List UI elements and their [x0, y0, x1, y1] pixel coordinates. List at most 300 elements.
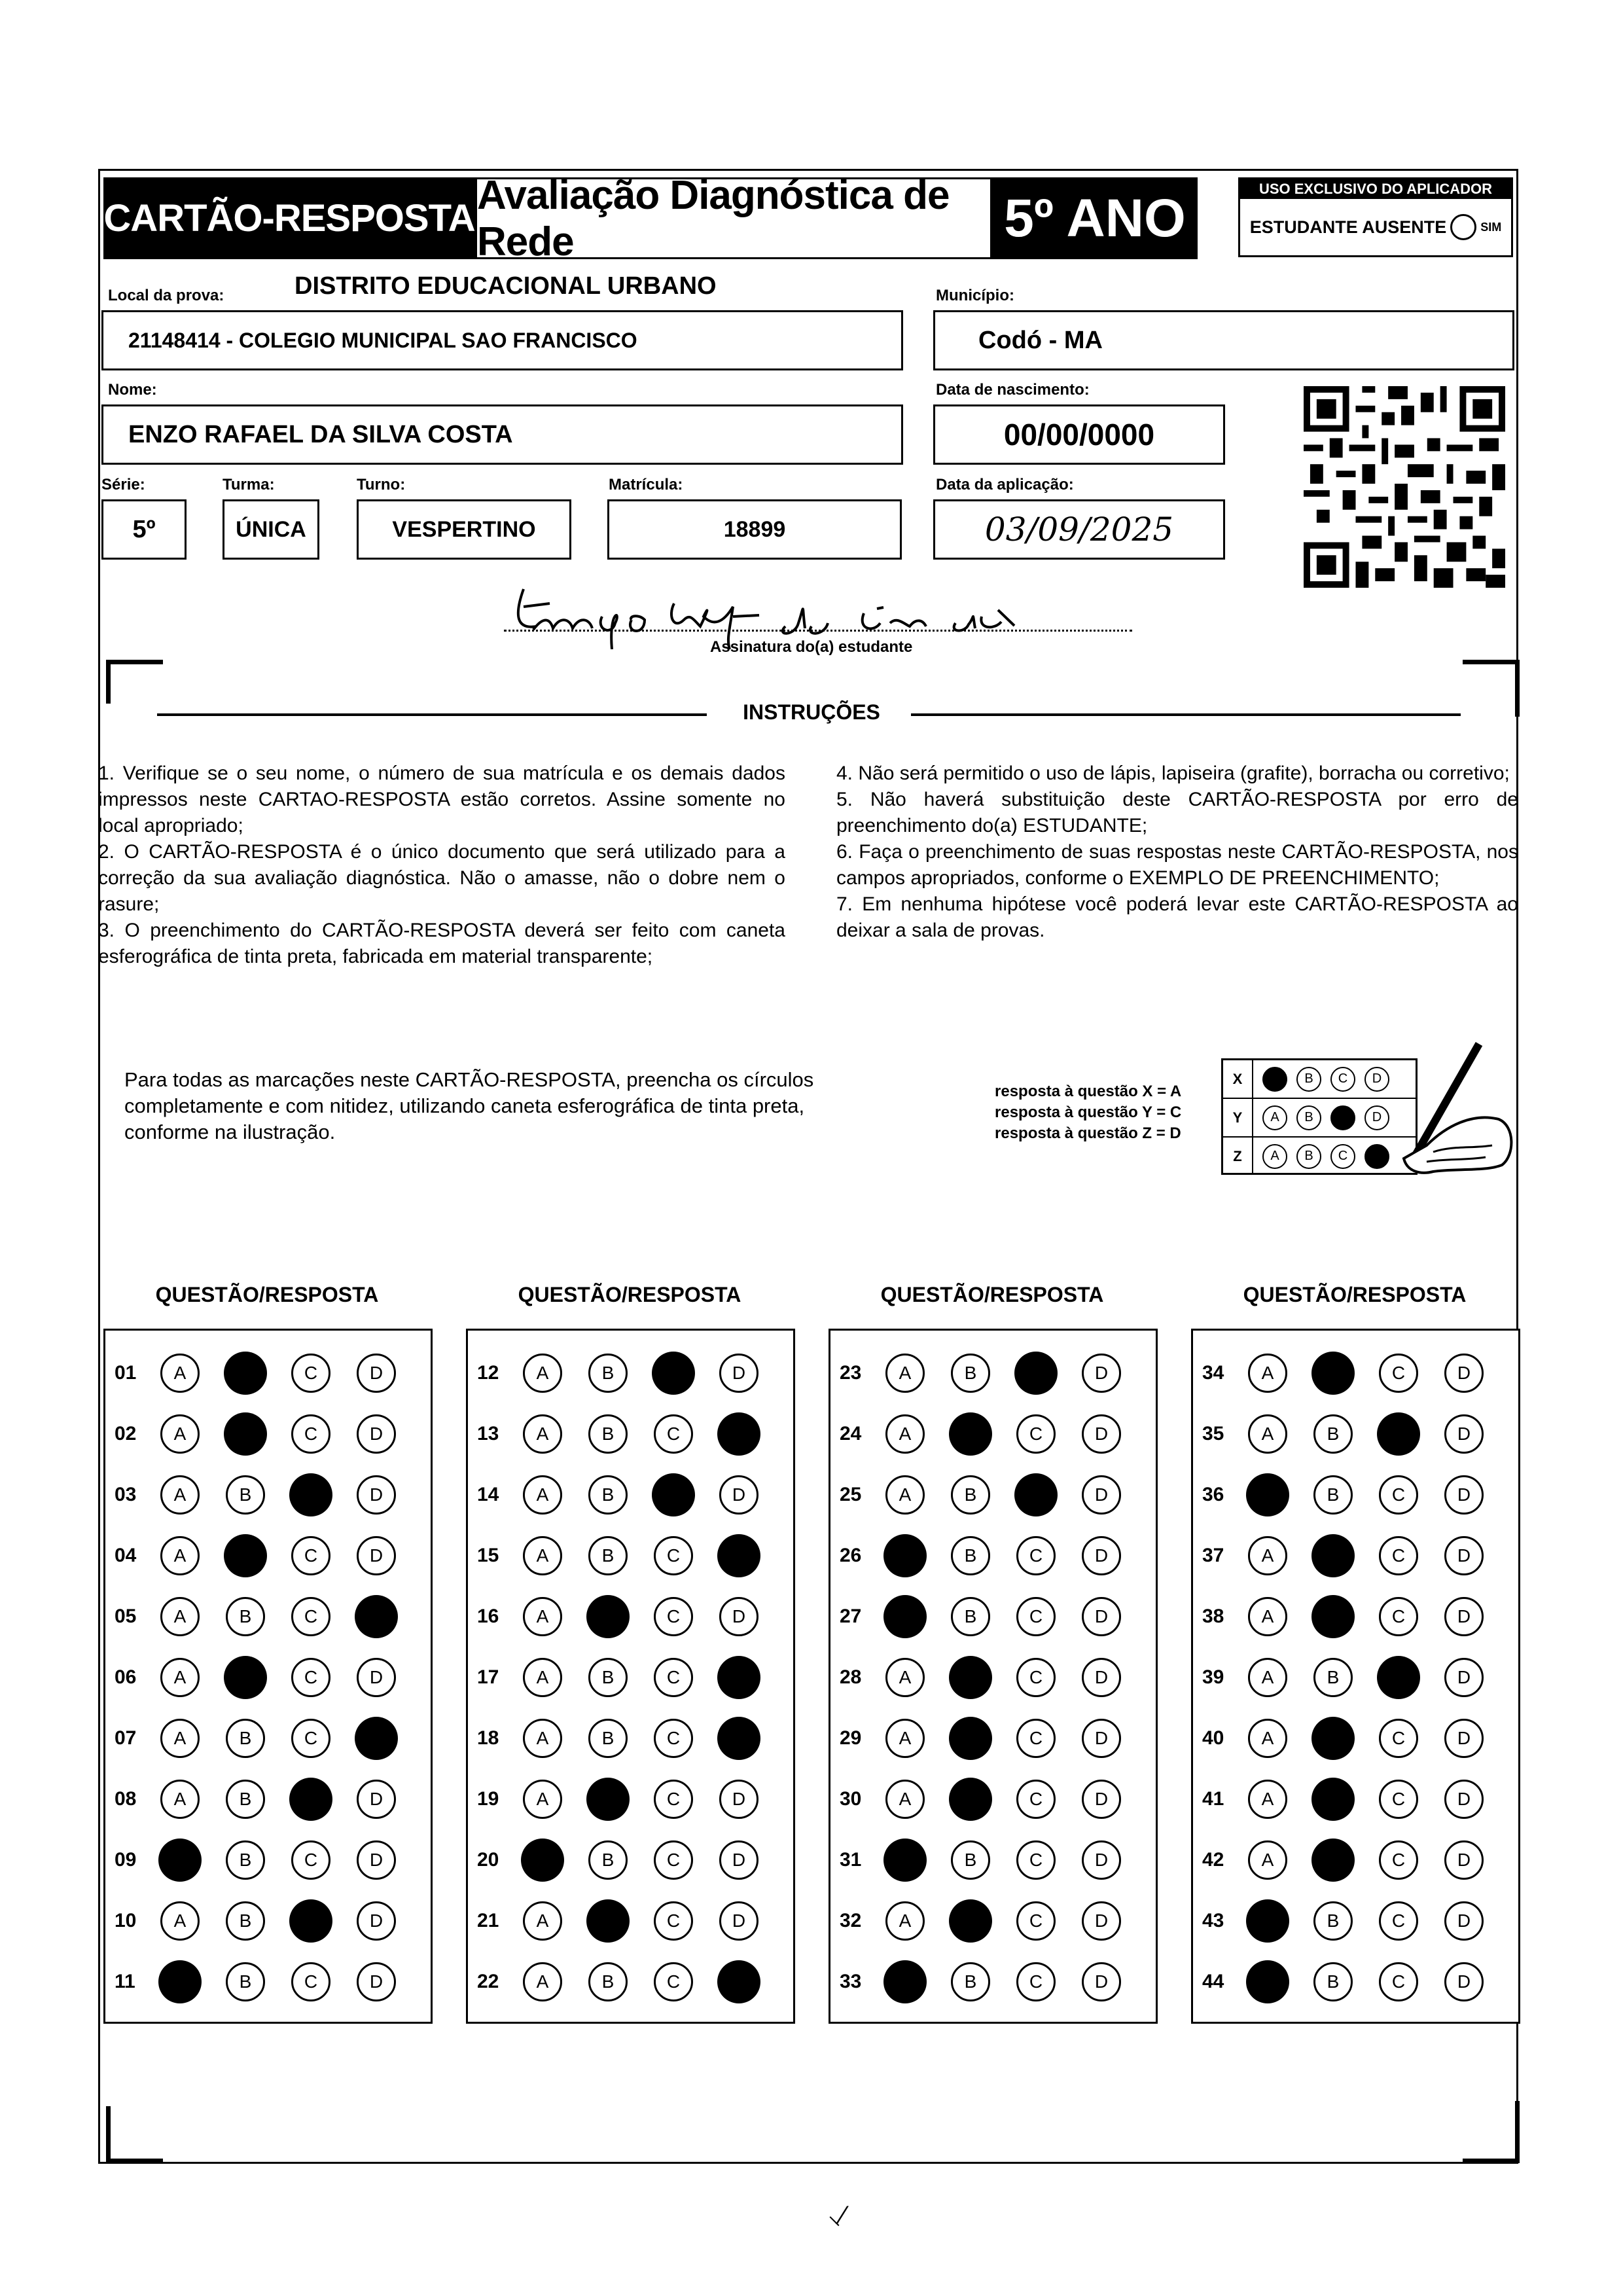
question-number: 01 [115, 1362, 137, 1384]
answer-bubble-marked[interactable]: B [1311, 1839, 1355, 1882]
applicator-box [1238, 177, 1513, 257]
turno-field: VESPERTINO [357, 499, 571, 560]
answer-bubble[interactable]: A [160, 1719, 200, 1758]
example-bubble: D [1364, 1144, 1389, 1169]
answer-bubble[interactable]: A [160, 1597, 200, 1636]
instruction-6: 6. Faça o preenchimento de suas respostas neste CARTÃO-RESPOSTA, nos campos apropriados, conforme o EXEMPLO DE PREENCHIMENTO; [836, 841, 1518, 889]
absent-row [1240, 199, 1511, 255]
answer-bubble-marked[interactable]: A [883, 1595, 927, 1638]
nome-field: ENZO RAFAEL DA SILVA COSTA [101, 404, 903, 465]
nascimento-label: Data de nascimento: [936, 381, 1090, 399]
answer-bubble[interactable]: C [1379, 1354, 1418, 1393]
answer-bubble[interactable]: C [1379, 1840, 1418, 1880]
answer-bubble[interactable]: D [1082, 1962, 1121, 2001]
answer-bubble-marked[interactable]: C [289, 1778, 332, 1821]
question-row [830, 1651, 1156, 1704]
answer-bubble[interactable]: C [654, 1962, 693, 2001]
answer-bubble[interactable]: A [1248, 1536, 1287, 1575]
answer-bubble[interactable]: B [951, 1354, 990, 1393]
answer-bubble-marked[interactable]: B [224, 1352, 267, 1395]
nascimento-field: 00/00/0000 [933, 404, 1225, 465]
answer-bubble[interactable]: B [588, 1536, 628, 1575]
answer-bubble-marked[interactable]: C [289, 1899, 332, 1943]
question-row [468, 1712, 793, 1765]
answer-bubble-marked[interactable]: B [1311, 1352, 1355, 1395]
question-number: 23 [840, 1362, 862, 1384]
answer-bubble[interactable]: D [1082, 1658, 1121, 1697]
answer-bubble-marked[interactable]: B [586, 1778, 630, 1821]
column-title: QUESTÃO/RESPOSTA [518, 1283, 741, 1306]
answer-bubble[interactable]: C [291, 1658, 330, 1697]
absent-label: ESTUDANTE AUSENTE [1249, 217, 1447, 237]
turno-label: Turno: [357, 476, 406, 493]
answer-bubble[interactable]: B [588, 1962, 628, 2001]
example-bubble: B [1296, 1067, 1321, 1092]
answer-bubble[interactable]: D [1444, 1719, 1484, 1758]
question-number: 19 [477, 1788, 499, 1810]
answer-bubble[interactable]: B [226, 1597, 265, 1636]
answer-bubble-marked[interactable]: B [949, 1899, 992, 1943]
answer-bubble-marked[interactable]: A [883, 1960, 927, 2003]
question-row [468, 1895, 793, 1947]
corner-mark-tl [106, 660, 163, 704]
answer-bubble[interactable]: B [951, 1536, 990, 1575]
answer-bubble[interactable]: A [885, 1414, 925, 1454]
example-bubble: C [1330, 1144, 1355, 1169]
answer-bubble[interactable]: D [1444, 1840, 1484, 1880]
question-number: 37 [1202, 1545, 1224, 1566]
answer-bubble[interactable]: B [588, 1658, 628, 1697]
answer-bubble[interactable]: D [1082, 1780, 1121, 1819]
question-row [1193, 1590, 1518, 1643]
instruction-3: 3. O preenchimento do CARTÃO-RESPOSTA deverá ser feito com caneta esferográfica de tinta preta, fabricada em material transparente; [98, 920, 785, 967]
answer-bubble[interactable]: B [1313, 1475, 1353, 1515]
answer-bubble-marked[interactable]: D [355, 1595, 398, 1638]
answer-bubble[interactable]: C [291, 1414, 330, 1454]
answer-bubble[interactable]: C [654, 1840, 693, 1880]
answer-bubble[interactable]: C [654, 1597, 693, 1636]
answer-bubble-marked[interactable]: D [717, 1717, 760, 1760]
answer-bubble[interactable]: A [885, 1719, 925, 1758]
example-bubble: B [1296, 1144, 1321, 1169]
answer-bubble-marked[interactable]: D [717, 1656, 760, 1699]
question-row [830, 1469, 1156, 1521]
example-key: Z [1223, 1138, 1253, 1175]
answer-bubble-marked[interactable]: B [586, 1899, 630, 1943]
question-row [468, 1408, 793, 1460]
question-row [830, 1956, 1156, 2008]
example-bubble: D [1364, 1105, 1389, 1130]
answer-bubble-marked[interactable]: B [1311, 1534, 1355, 1577]
answer-bubble[interactable]: D [1082, 1475, 1121, 1515]
instruction-2: 2. O CARTÃO-RESPOSTA é o único documento que será utilizado para a correção da sua avaliação diagnóstica. Não o amasse, não o dobre nem o rasure; [98, 841, 785, 915]
answer-bubble[interactable]: B [226, 1780, 265, 1819]
answer-bubble[interactable]: A [523, 1354, 562, 1393]
answer-bubble[interactable]: D [357, 1354, 396, 1393]
example-bubble: D [1364, 1067, 1389, 1092]
answer-bubble[interactable]: C [1379, 1597, 1418, 1636]
answer-bubble[interactable]: B [226, 1475, 265, 1515]
question-number: 31 [840, 1849, 862, 1871]
question-number: 02 [115, 1423, 137, 1444]
answer-bubble[interactable]: C [1016, 1719, 1056, 1758]
answer-bubble-marked[interactable]: C [652, 1473, 695, 1516]
answer-bubble[interactable]: D [719, 1597, 758, 1636]
answer-bubble[interactable]: C [1016, 1597, 1056, 1636]
question-number: 03 [115, 1484, 137, 1505]
question-row [468, 1347, 793, 1399]
answer-bubble[interactable]: C [1016, 1658, 1056, 1697]
question-row [1193, 1712, 1518, 1765]
answer-bubble[interactable]: D [1444, 1658, 1484, 1697]
answer-bubble[interactable]: C [1016, 1414, 1056, 1454]
answer-bubble[interactable]: A [1248, 1597, 1287, 1636]
answer-bubble[interactable]: D [1082, 1536, 1121, 1575]
question-row [830, 1834, 1156, 1886]
answer-bubble[interactable]: C [291, 1536, 330, 1575]
answer-bubble[interactable]: A [1248, 1658, 1287, 1697]
answer-bubble-marked[interactable]: B [949, 1656, 992, 1699]
answer-bubble-marked[interactable]: B [949, 1717, 992, 1760]
question-row [830, 1895, 1156, 1947]
answer-bubble[interactable]: B [1313, 1962, 1353, 2001]
answer-bubble[interactable]: A [1248, 1354, 1287, 1393]
question-row [105, 1895, 431, 1947]
question-row [468, 1773, 793, 1825]
answer-bubble[interactable]: A [160, 1658, 200, 1697]
nome-label: Nome: [108, 381, 157, 399]
answer-bubble[interactable]: D [1082, 1719, 1121, 1758]
instruction-5: 5. Não haverá substituição deste CARTÃO-RESPOSTA por erro de preenchimento do(a) ESTUDANTE; [836, 789, 1518, 836]
question-number: 44 [1202, 1971, 1224, 1992]
answer-bubble[interactable]: A [160, 1901, 200, 1941]
instruction-1: 1. Verifique se o seu nome, o número de sua matrícula e os demais dados impressos neste CARTAO-RESPOSTA estão corretos. Assine somente no local apropriado; [98, 762, 785, 836]
question-row [1193, 1347, 1518, 1399]
answer-bubble[interactable]: D [357, 1658, 396, 1697]
answer-bubble[interactable]: D [719, 1840, 758, 1880]
absent-bubble[interactable] [1450, 214, 1476, 240]
answer-bubble[interactable]: A [523, 1414, 562, 1454]
question-number: 27 [840, 1605, 862, 1627]
question-number: 28 [840, 1666, 862, 1688]
answer-bubble-marked[interactable]: B [949, 1778, 992, 1821]
answer-bubble-marked[interactable]: C [1377, 1412, 1420, 1456]
answer-bubble[interactable]: C [1016, 1962, 1056, 2001]
answer-bubble[interactable]: A [523, 1901, 562, 1941]
card-title: CARTÃO-RESPOSTA [103, 177, 475, 259]
serie-label: Série: [101, 476, 145, 493]
answer-bubble-marked[interactable]: A [1246, 1960, 1289, 2003]
question-number: 08 [115, 1788, 137, 1810]
question-number: 42 [1202, 1849, 1224, 1871]
corner-mark-bl [106, 2106, 163, 2163]
answer-bubble-marked[interactable]: C [1377, 1656, 1420, 1699]
answer-bubble[interactable]: D [357, 1475, 396, 1515]
answer-column [466, 1329, 795, 2024]
question-row [830, 1712, 1156, 1765]
instructions-title: INSTRUÇÕES [743, 700, 880, 724]
column-title: QUESTÃO/RESPOSTA [155, 1283, 379, 1306]
answer-bubble[interactable]: D [357, 1840, 396, 1880]
example-bubble: A [1262, 1144, 1287, 1169]
question-row [1193, 1408, 1518, 1460]
question-row [105, 1530, 431, 1582]
answer-bubble-marked[interactable]: C [1014, 1473, 1058, 1516]
answer-bubble-marked[interactable]: D [355, 1717, 398, 1760]
answer-bubble[interactable]: B [588, 1719, 628, 1758]
question-number: 09 [115, 1849, 137, 1871]
answer-bubble-marked[interactable]: B [224, 1656, 267, 1699]
instructions-rule-right [911, 713, 1461, 716]
answer-bubble[interactable]: B [951, 1597, 990, 1636]
answer-column [829, 1329, 1158, 2024]
answer-bubble[interactable]: A [1248, 1780, 1287, 1819]
answer-bubble[interactable]: D [1444, 1597, 1484, 1636]
answer-bubble-marked[interactable]: B [224, 1412, 267, 1456]
instructions-left [98, 761, 785, 970]
answer-bubble[interactable]: C [291, 1354, 330, 1393]
answer-bubble[interactable]: A [160, 1414, 200, 1454]
answer-bubble[interactable]: B [951, 1962, 990, 2001]
answer-bubble-marked[interactable]: C [289, 1473, 332, 1516]
answer-bubble-marked[interactable]: B [224, 1534, 267, 1577]
answer-bubble[interactable]: D [357, 1780, 396, 1819]
answer-bubble[interactable]: A [523, 1719, 562, 1758]
question-number: 26 [840, 1545, 862, 1566]
example-bubble: A [1262, 1067, 1287, 1092]
answer-bubble[interactable]: A [160, 1780, 200, 1819]
school-field: 21148414 - COLEGIO MUNICIPAL SAO FRANCISCO [101, 310, 903, 370]
answer-bubble-marked[interactable]: C [1014, 1352, 1058, 1395]
answer-bubble[interactable]: B [226, 1901, 265, 1941]
answer-bubble[interactable]: C [1016, 1901, 1056, 1941]
answer-bubble[interactable]: D [1082, 1354, 1121, 1393]
question-row [105, 1651, 431, 1704]
answer-bubble[interactable]: D [1082, 1901, 1121, 1941]
question-row [105, 1712, 431, 1765]
answer-bubble[interactable]: C [654, 1536, 693, 1575]
local-label: Local da prova: [108, 287, 224, 304]
answer-bubble-marked[interactable]: A [1246, 1899, 1289, 1943]
answer-bubble[interactable]: C [1379, 1719, 1418, 1758]
question-number: 40 [1202, 1727, 1224, 1749]
answer-bubble[interactable]: C [654, 1658, 693, 1697]
signature-label: Assinatura do(a) estudante [710, 638, 913, 656]
answer-bubble[interactable]: A [523, 1962, 562, 2001]
answer-bubble-marked[interactable]: A [883, 1534, 927, 1577]
answer-bubble[interactable]: B [951, 1475, 990, 1515]
answer-bubble[interactable]: B [588, 1354, 628, 1393]
example-key: X [1223, 1060, 1253, 1098]
answer-bubble-marked[interactable]: B [949, 1412, 992, 1456]
question-row [105, 1773, 431, 1825]
example-line-z: resposta à questão Z = D [995, 1124, 1181, 1142]
answer-bubble-marked[interactable]: C [652, 1352, 695, 1395]
example-row [1223, 1099, 1416, 1138]
example-row [1223, 1060, 1416, 1099]
answer-bubble-marked[interactable]: B [1311, 1778, 1355, 1821]
answer-bubble[interactable]: B [226, 1962, 265, 2001]
question-number: 17 [477, 1666, 499, 1688]
answer-bubble[interactable]: A [160, 1354, 200, 1393]
answer-bubble[interactable]: D [719, 1901, 758, 1941]
answer-bubble[interactable]: A [160, 1475, 200, 1515]
answer-bubble[interactable]: B [588, 1475, 628, 1515]
answer-bubble[interactable]: A [160, 1536, 200, 1575]
answer-bubble[interactable]: D [1082, 1840, 1121, 1880]
question-number: 16 [477, 1605, 499, 1627]
question-number: 29 [840, 1727, 862, 1749]
answer-bubble-marked[interactable]: A [158, 1839, 202, 1882]
grade-badge: 5º ANO [992, 177, 1198, 259]
applicator-label: USO EXCLUSIVO DO APLICADOR [1240, 179, 1511, 199]
answer-bubble[interactable]: A [885, 1901, 925, 1941]
answer-bubble[interactable]: A [523, 1658, 562, 1697]
answer-bubble[interactable]: D [1082, 1414, 1121, 1454]
answer-bubble-marked[interactable]: A [521, 1839, 564, 1882]
answer-bubble[interactable]: A [1248, 1719, 1287, 1758]
example-legend [995, 1081, 1211, 1144]
answer-bubble[interactable]: A [523, 1597, 562, 1636]
answer-bubble[interactable]: C [291, 1962, 330, 2001]
column-title: QUESTÃO/RESPOSTA [1243, 1283, 1467, 1306]
question-number: 35 [1202, 1423, 1224, 1444]
question-number: 25 [840, 1484, 862, 1505]
aplicacao-label: Data da aplicação: [936, 476, 1074, 493]
answer-bubble[interactable]: A [523, 1536, 562, 1575]
answer-bubble-marked[interactable]: B [1311, 1717, 1355, 1760]
serie-field: 5º [101, 499, 187, 560]
question-number: 04 [115, 1545, 137, 1566]
answer-bubble-marked[interactable]: A [1246, 1473, 1289, 1516]
answer-bubble[interactable]: A [523, 1780, 562, 1819]
question-number: 07 [115, 1727, 137, 1749]
example-bubble: C [1330, 1067, 1355, 1092]
answer-bubble[interactable]: C [654, 1414, 693, 1454]
answer-bubble[interactable]: C [654, 1719, 693, 1758]
question-row [830, 1347, 1156, 1399]
answer-bubble[interactable]: D [1444, 1414, 1484, 1454]
question-row [468, 1469, 793, 1521]
answer-bubble[interactable]: C [1379, 1780, 1418, 1819]
answer-bubble[interactable]: A [885, 1354, 925, 1393]
question-number: 38 [1202, 1605, 1224, 1627]
answer-bubble[interactable]: B [588, 1840, 628, 1880]
question-number: 30 [840, 1788, 862, 1810]
instructions-right [836, 761, 1518, 944]
answer-bubble[interactable]: A [885, 1475, 925, 1515]
question-row [468, 1530, 793, 1582]
answer-bubble[interactable]: D [1444, 1354, 1484, 1393]
answer-bubble[interactable]: D [1082, 1597, 1121, 1636]
question-row [105, 1347, 431, 1399]
answer-bubble[interactable]: D [1444, 1475, 1484, 1515]
answer-bubble[interactable]: C [291, 1597, 330, 1636]
answer-bubble-marked[interactable]: D [717, 1412, 760, 1456]
answer-bubble[interactable]: C [1016, 1840, 1056, 1880]
answer-bubble[interactable]: C [1379, 1901, 1418, 1941]
answer-bubble[interactable]: C [1016, 1536, 1056, 1575]
answer-bubble[interactable]: D [357, 1536, 396, 1575]
question-number: 10 [115, 1910, 137, 1931]
answer-bubble[interactable]: C [291, 1840, 330, 1880]
answer-bubble[interactable]: D [357, 1414, 396, 1454]
question-row [105, 1834, 431, 1886]
question-number: 33 [840, 1971, 862, 1992]
question-row [105, 1956, 431, 2008]
example-bubble: C [1330, 1105, 1355, 1130]
answer-bubble[interactable]: A [1248, 1840, 1287, 1880]
answer-bubble[interactable]: C [291, 1719, 330, 1758]
answer-bubble[interactable]: D [357, 1901, 396, 1941]
answer-bubble[interactable]: C [654, 1780, 693, 1819]
example-line-x: resposta à questão X = A [995, 1083, 1182, 1100]
example-bubble: A [1262, 1105, 1287, 1130]
question-number: 21 [477, 1910, 499, 1931]
answer-bubble[interactable]: A [523, 1475, 562, 1515]
answer-bubble[interactable]: C [1379, 1475, 1418, 1515]
answer-bubble[interactable]: B [226, 1719, 265, 1758]
answer-bubble[interactable]: D [719, 1475, 758, 1515]
answer-bubble-marked[interactable]: B [1311, 1595, 1355, 1638]
answer-column [1191, 1329, 1520, 2024]
answer-bubble[interactable]: D [719, 1354, 758, 1393]
answer-bubble-marked[interactable]: D [717, 1960, 760, 2003]
question-number: 11 [115, 1971, 135, 1992]
corner-mark-br [1463, 2101, 1520, 2163]
question-number: 39 [1202, 1666, 1224, 1688]
question-row [1193, 1956, 1518, 2008]
answer-bubble[interactable]: D [1444, 1901, 1484, 1941]
answer-bubble[interactable]: C [1016, 1780, 1056, 1819]
question-row [468, 1590, 793, 1643]
question-number: 36 [1202, 1484, 1224, 1505]
answer-bubble[interactable]: A [885, 1780, 925, 1819]
answer-bubble[interactable]: B [1313, 1658, 1353, 1697]
question-row [1193, 1651, 1518, 1704]
answer-column [103, 1329, 433, 2024]
answer-bubble[interactable]: A [885, 1658, 925, 1697]
answer-bubble[interactable]: B [951, 1840, 990, 1880]
answer-bubble[interactable]: B [226, 1840, 265, 1880]
answer-bubble[interactable]: C [654, 1901, 693, 1941]
answer-bubble[interactable]: B [588, 1414, 628, 1454]
matricula-field: 18899 [607, 499, 902, 560]
answer-bubble[interactable]: C [1379, 1536, 1418, 1575]
answer-bubble[interactable]: D [1444, 1536, 1484, 1575]
matricula-label: Matrícula: [609, 476, 683, 493]
question-number: 24 [840, 1423, 862, 1444]
answer-bubble[interactable]: B [1313, 1901, 1353, 1941]
answer-bubble-marked[interactable]: D [717, 1534, 760, 1577]
question-row [1193, 1469, 1518, 1521]
answer-bubble[interactable]: D [1444, 1780, 1484, 1819]
question-number: 05 [115, 1605, 137, 1627]
fill-instructions: Para todas as marcações neste CARTÃO-RESPOSTA, preencha os círculos completamente e com nitidez, utilizando caneta esferográfica de tinta preta, conforme na ilustração. [124, 1068, 814, 1143]
question-row [1193, 1530, 1518, 1582]
answer-bubble[interactable]: D [1444, 1962, 1484, 2001]
answer-bubble[interactable]: D [719, 1780, 758, 1819]
absent-option: SIM [1480, 220, 1502, 234]
answer-bubble[interactable]: D [357, 1962, 396, 2001]
answer-bubble[interactable]: A [1248, 1414, 1287, 1454]
answer-bubble-marked[interactable]: A [883, 1839, 927, 1882]
question-number: 14 [477, 1484, 499, 1505]
answer-bubble-marked[interactable]: A [158, 1960, 202, 2003]
answer-bubble[interactable]: C [1379, 1962, 1418, 2001]
answer-bubble-marked[interactable]: B [586, 1595, 630, 1638]
answer-bubble[interactable]: B [1313, 1414, 1353, 1454]
